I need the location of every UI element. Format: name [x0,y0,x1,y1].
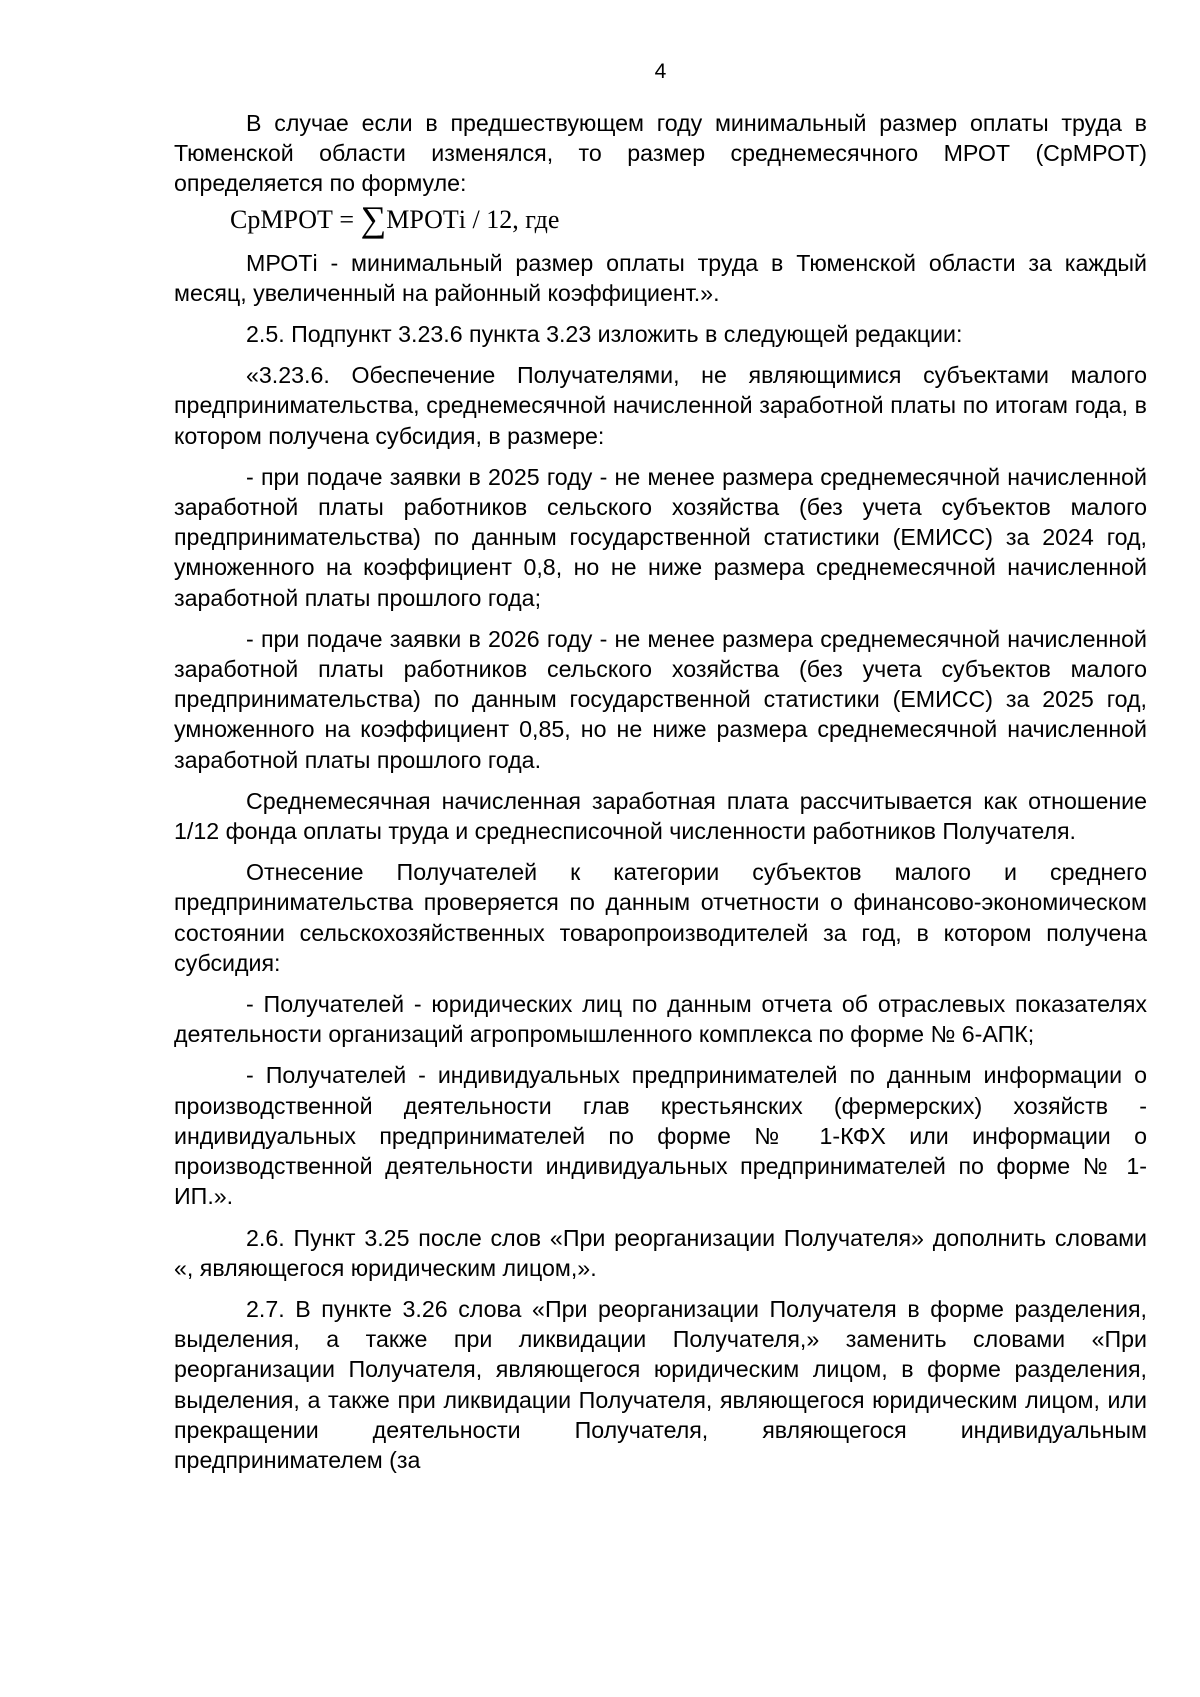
formula-equals: = [339,204,355,234]
page-number: 4 [654,60,667,83]
document-page [174,58,1147,1486]
paragraph-sme-classification: Отнесение Получателей к категории субъектов малого и среднего предпринимательства проверяется по данным отчетности о финансово-экономическом состоянии сельскохозяйственных товаропроизводителей за год, в котором получена субсидия: [174,859,1147,976]
paragraph-legal-entities: - Получателей - юридических лиц по данным отчета об отраслевых показателях деятельности организаций агропромышленного комплекса по форме № 6-АПК; [174,991,1147,1048]
formula-average-mrot [174,199,1147,240]
paragraph-2025-condition: - при подаче заявки в 2025 году - не менее размера среднемесячной начисленной заработной платы работников сельского хозяйства (без учета субъектов малого предпринимательства) по данным государственной статистики (ЕМИСС) за 2024 год, умноженного на коэффициент 0,8, но не ниже размера среднемесячной начисленной заработной платы прошлого года; [174,463,1147,611]
paragraph-mrot-intro: В случае если в предшествующем году минимальный размер оплаты труда в Тюменской области изменялся, то размер среднемесячного МРОТ (СрМРОТ) определяется по формуле: [174,110,1147,197]
paragraph-mroti-definition: МРОТi - минимальный размер оплаты труда в Тюменской области за каждый месяц, увеличенный на районный коэффициент.». [174,249,1147,306]
paragraph-2-6: 2.6. Пункт 3.25 после слов «При реорганизации Получателя» дополнить словами «, являющегося юридическим лицом,». [174,1224,1147,1281]
paragraph-3-23-6: «3.23.6. Обеспечение Получателями, не являющимися субъектами малого предпринимательства, среднемесячной начисленной заработной платы по итогам года, в котором получена субсидия, в размере: [174,362,1147,449]
formula-lhs: СрМРОТ [230,204,333,234]
paragraph-average-wage-calc: Среднемесячная начисленная заработная плата рассчитывается как отношение 1/12 фонда оплаты труда и среднесписочной численности работников Получателя. [174,787,1147,845]
paragraph-2026-condition: - при подаче заявки в 2026 году - не менее размера среднемесячной начисленной заработной платы работников сельского хозяйства (без учета субъектов малого предпринимательства) по данным государственной статистики (ЕМИСС) за 2025 год, умноженного на коэффициент 0,85, но не ниже размера среднемесячной начисленной заработной платы прошлого года. [174,625,1147,773]
paragraph-individual-entrepreneurs: - Получателей - индивидуальных предпринимателей по данным информации о производственной деятельности глав крестьянских (фермерских) хозяйств - индивидуальных предпринимателей по форме № 1-КФХ или информации о производственной деятельности индивидуальных предпринимателей по форме № 1-ИП.». [174,1062,1147,1210]
formula-rhs: МРОТi / 12, [386,204,519,234]
paragraph-2-5: 2.5. Подпункт 3.23.6 пункта 3.23 изложить в следующей редакции: [246,321,963,348]
formula-suffix: где [525,204,560,234]
paragraph-2-7: 2.7. В пункте 3.26 слова «При реорганизации Получателя в форме разделения, выделения, а также при ликвидации Получателя,» заменить словами «При реорганизации Получателя, являющегося юридическим лицом, в форме разделения, выделения, а также при ликвидации Получателя, являющегося юридическим лицом, или прекращении деятельности Получателя, являющегося индивидуальным предпринимателем (за [174,1295,1147,1473]
sigma-symbol: ∑ [360,198,387,239]
